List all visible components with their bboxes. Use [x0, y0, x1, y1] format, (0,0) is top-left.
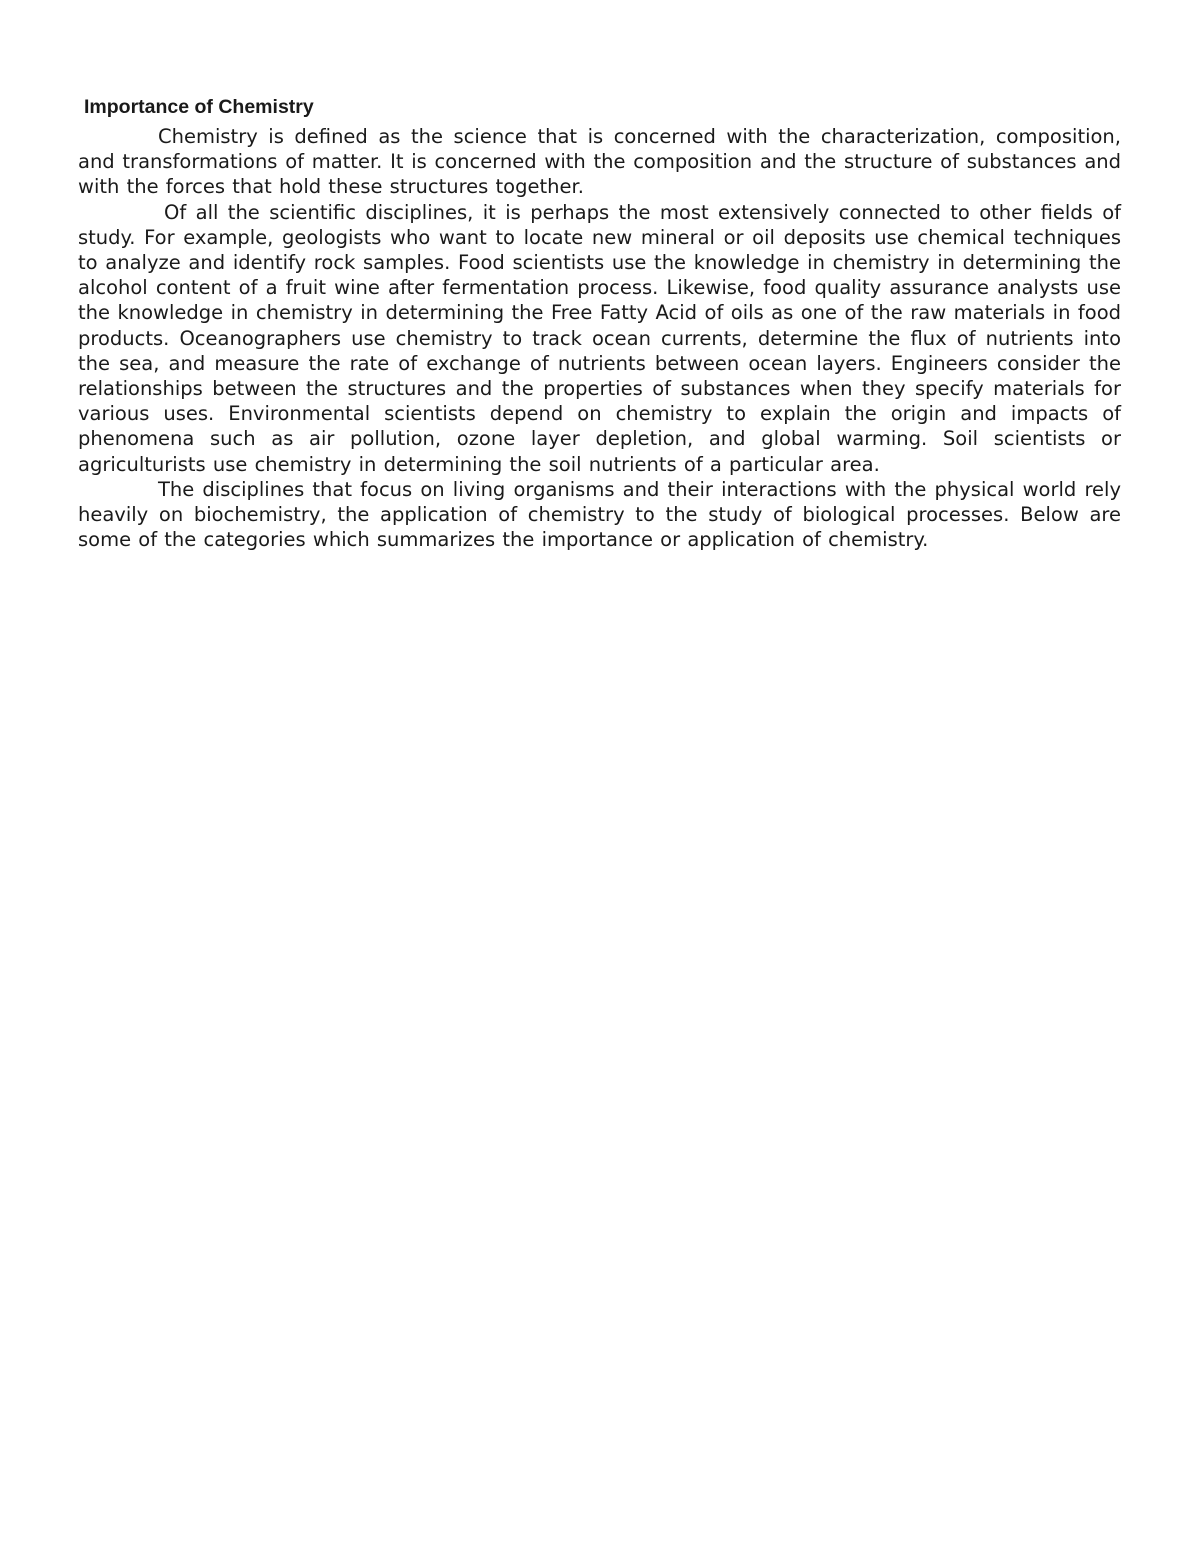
paragraph-biochemistry: The disciplines that focus on living organisms and their interactions with the physical world rely heavily on biochemistry, the application of chemistry to the study of biological processes. Below are some of the categories which summarizes the importance or application of chemistry. [78, 477, 1121, 552]
paragraph-disciplines: Of all the scientific disciplines, it is perhaps the most extensively connected to other fields of study. For example, geologists who want to locate new mineral or oil deposits use chemical techniques to analyze and identify rock samples. Food scientists use the knowledge in chemistry in determining the alcohol content of a fruit wine after fermentation process. Likewise, food quality assurance analysts use the knowledge in chemistry in determining the Free Fatty Acid of oils as one of the raw materials in food products. Oceanographers use chemistry to track ocean currents, determine the flux of nutrients into the sea, and measure the rate of exchange of nutrients between ocean layers. Engineers consider the relationships between the structures and the properties of substances when they specify materials for various uses. Environmental scientists depend on chemistry to explain the origin and impacts of phenomena such as air pollution, ozone layer depletion, and global warming. Soil scientists or agriculturists use chemistry in determining the soil nutrients of a particular area. [78, 200, 1121, 476]
document-body [78, 95, 1121, 552]
page-title: Importance of Chemistry [84, 96, 314, 118]
paragraph-definition: Chemistry is defined as the science that is concerned with the characterization, composition, and transformations of matter. It is concerned with the composition and the structure of substances and with the forces that hold these structures together. [78, 125, 1121, 199]
